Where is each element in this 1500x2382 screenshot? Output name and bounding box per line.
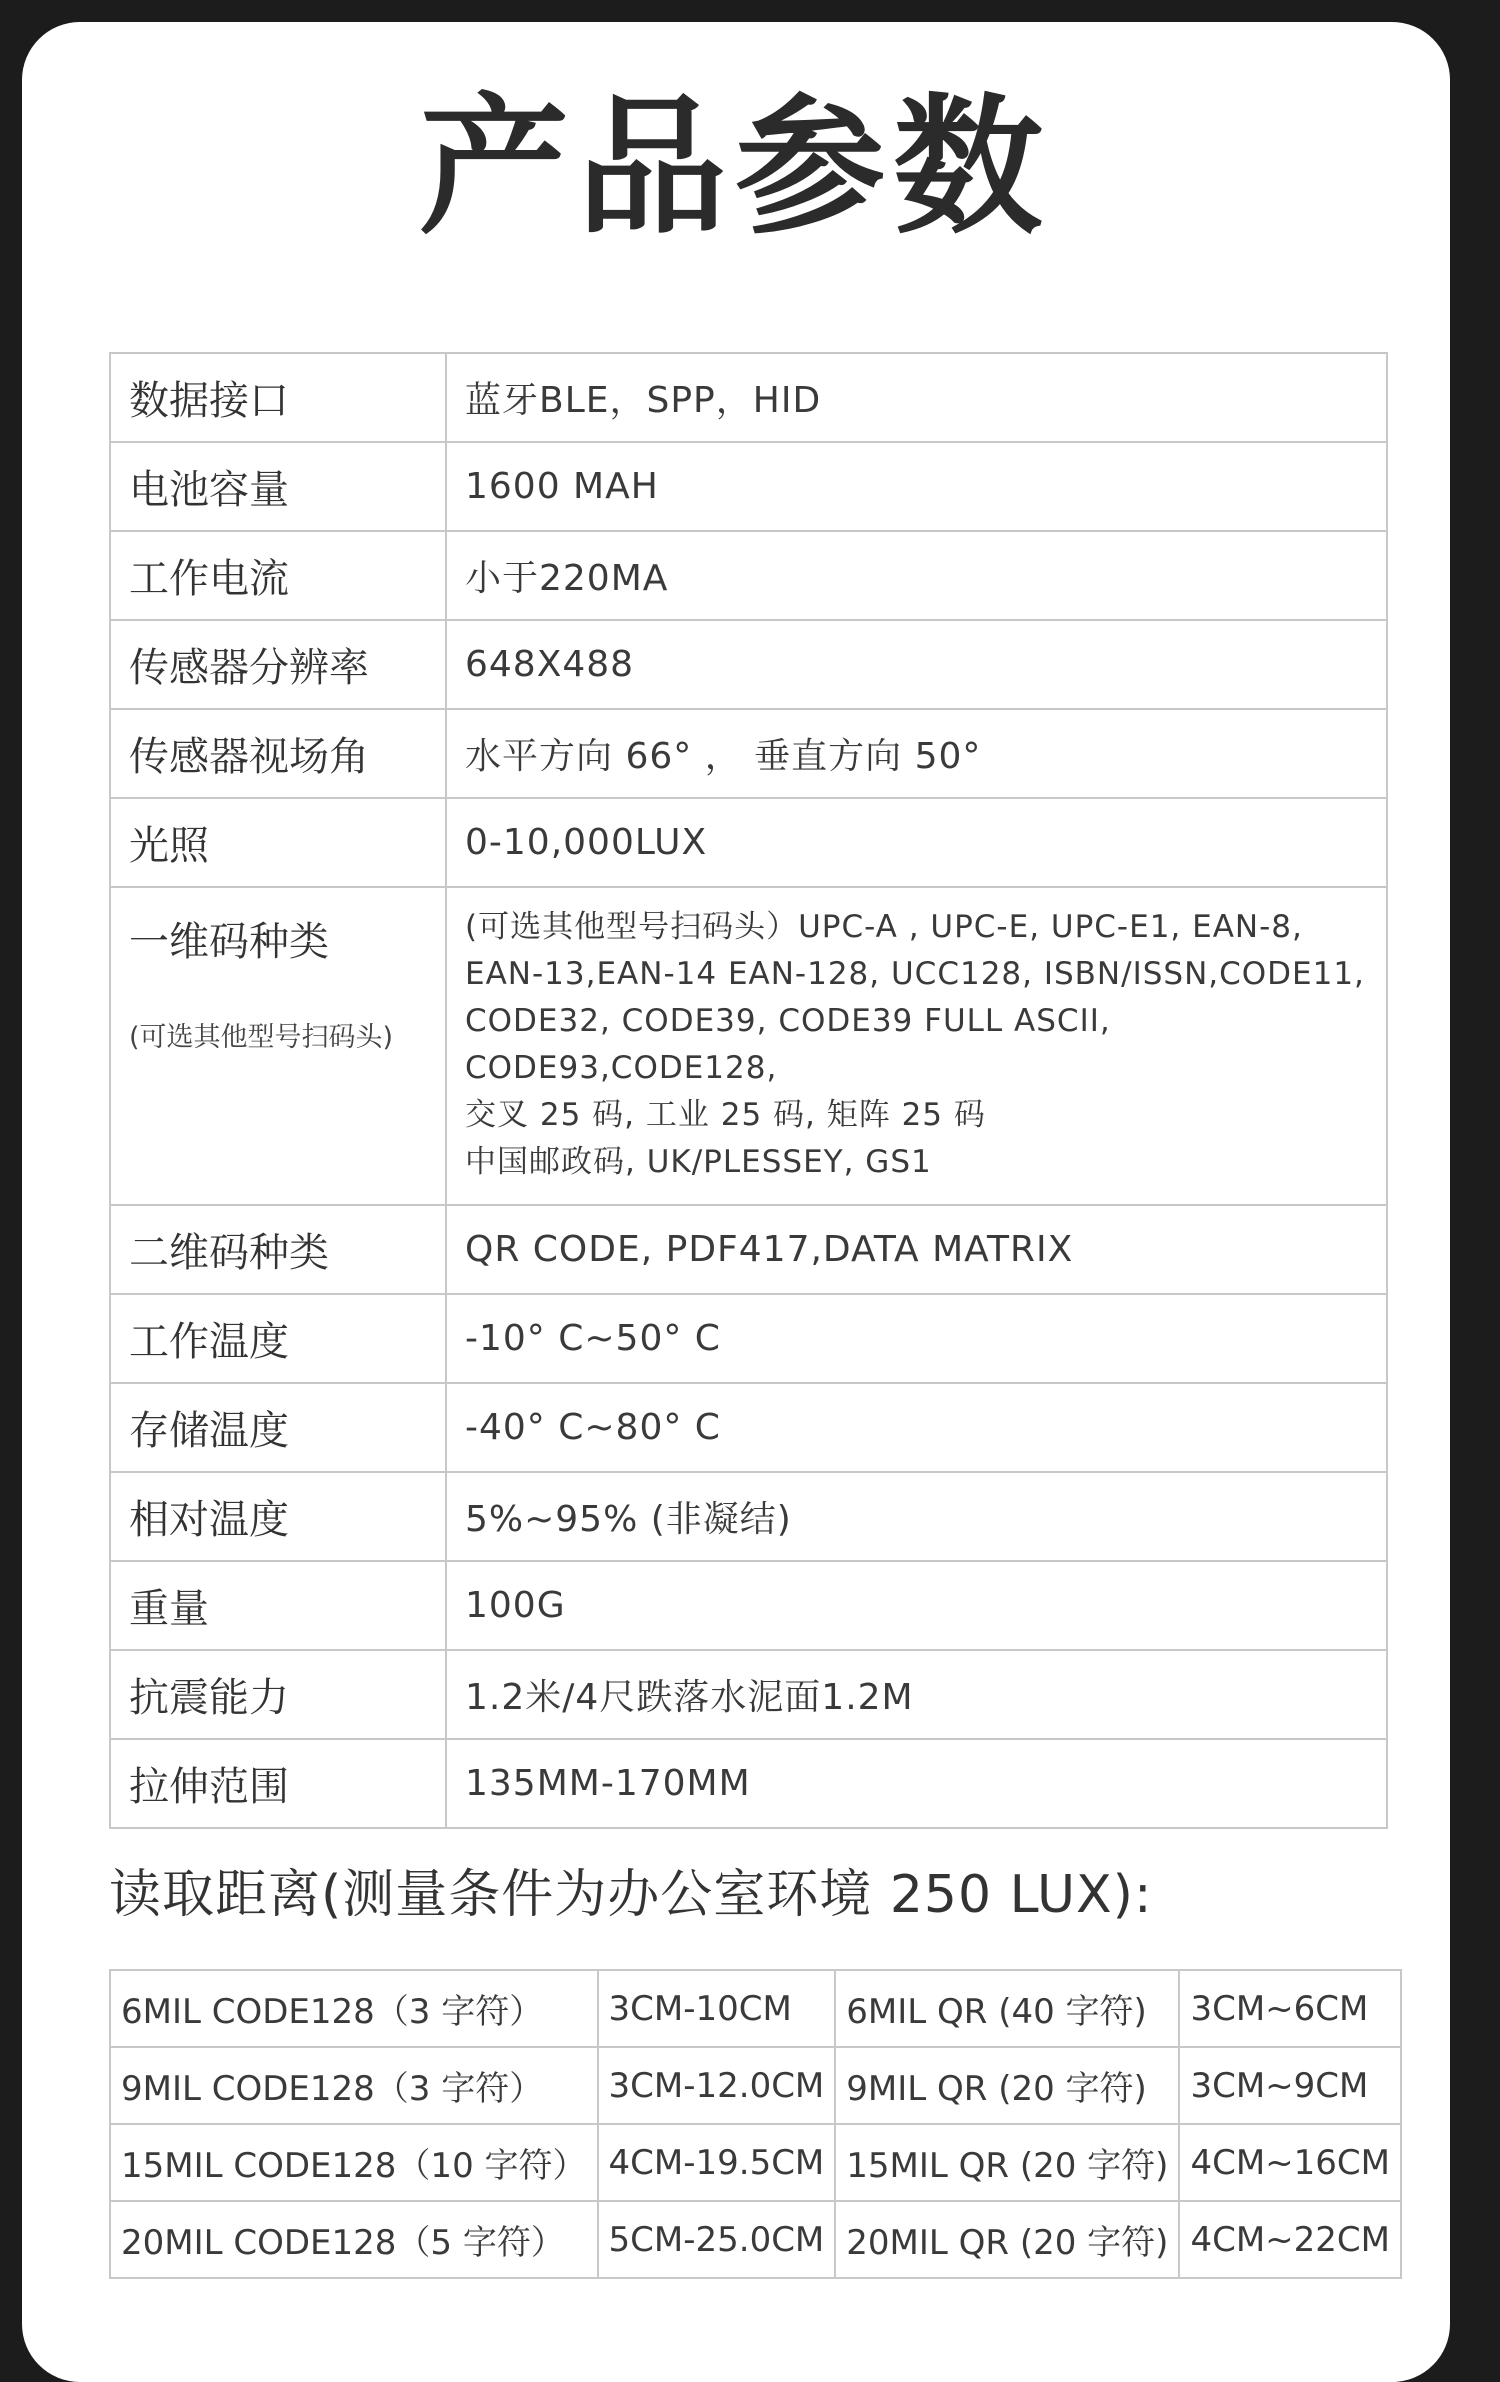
table-row [110, 2124, 1401, 2201]
qr-size-cell: 15MIL QR (20 字符) [835, 2124, 1179, 2201]
table-row [110, 2201, 1401, 2278]
barcode-size-cell: 6MIL CODE128（3 字符） [110, 1970, 598, 2047]
table-row [110, 1561, 1387, 1650]
spec-key: 光照 [110, 798, 446, 887]
spec-value: 648X488 [446, 620, 1387, 709]
spec-value: QR CODE, PDF417,DATA MATRIX [446, 1205, 1387, 1294]
barcode-list-cell [446, 887, 1387, 1205]
qr-range-cell: 4CM~16CM [1179, 2124, 1401, 2201]
reading-distance-table [109, 1969, 1402, 2279]
barcode-range-cell: 5CM-25.0CM [598, 2201, 836, 2278]
table-row [110, 531, 1387, 620]
spec-value: 5%~95% (非凝结) [446, 1472, 1387, 1561]
table-row [110, 1472, 1387, 1561]
page-title: 产品参数 [418, 81, 1051, 255]
spec-key-cell [110, 887, 446, 1205]
spec-table [109, 352, 1388, 1829]
barcode-line: CODE32, CODE39, CODE39 FULL ASCII, CODE93,CODE128, [465, 1003, 1111, 1086]
barcode-size-cell: 15MIL CODE128（10 字符） [110, 2124, 598, 2201]
qr-size-cell: 20MIL QR (20 字符) [835, 2201, 1179, 2278]
barcode-line: 中国邮政码, UK/PLESSEY, GS1 [465, 1144, 932, 1180]
spec-key: 电池容量 [110, 442, 446, 531]
spec-value: 蓝牙BLE，SPP，HID [446, 353, 1387, 442]
barcode-line: 交叉 25 码, 工业 25 码, 矩阵 25 码 [465, 1097, 986, 1133]
table-row [110, 1650, 1387, 1739]
spec-value: 135MM-170MM [446, 1739, 1387, 1828]
table-row [110, 1205, 1387, 1294]
spec-key: 抗震能力 [110, 1650, 446, 1739]
spec-key: 工作温度 [110, 1294, 446, 1383]
barcode-range-cell: 4CM-19.5CM [598, 2124, 836, 2201]
table-row [110, 1739, 1387, 1828]
spec-value: -10° C~50° C [446, 1294, 1387, 1383]
qr-range-cell: 4CM~22CM [1179, 2201, 1401, 2278]
table-row [110, 709, 1387, 798]
spec-key-note: (可选其他型号扫码头) [129, 1022, 394, 1053]
spec-key: 传感器分辨率 [110, 620, 446, 709]
barcode-size-cell: 20MIL CODE128（5 字符） [110, 2201, 598, 2278]
reading-distance-heading: 读取距离(测量条件为办公室环境 250 LUX): [109, 1865, 1153, 1925]
spec-value: 小于220MA [446, 531, 1387, 620]
barcode-line: (可选其他型号扫码头）UPC-A , UPC-E, UPC-E1, EAN-8, [465, 909, 1303, 945]
table-row [110, 620, 1387, 709]
spec-key: 传感器视场角 [110, 709, 446, 798]
barcode-size-cell: 9MIL CODE128（3 字符） [110, 2047, 598, 2124]
barcode-range-cell: 3CM-12.0CM [598, 2047, 836, 2124]
table-row [110, 1383, 1387, 1472]
spec-value: 100G [446, 1561, 1387, 1650]
table-row [110, 1294, 1387, 1383]
spec-value: 0-10,000LUX [446, 798, 1387, 887]
spec-value: 水平方向 66° ， 垂直方向 50° [446, 709, 1387, 798]
qr-size-cell: 6MIL QR (40 字符) [835, 1970, 1179, 2047]
qr-size-cell: 9MIL QR (20 字符) [835, 2047, 1179, 2124]
table-row [110, 887, 1387, 1205]
qr-range-cell: 3CM~6CM [1179, 1970, 1401, 2047]
spec-key: 重量 [110, 1561, 446, 1650]
spec-value: 1600 MAH [446, 442, 1387, 531]
table-row [110, 2047, 1401, 2124]
table-row [110, 1970, 1401, 2047]
barcode-range-cell: 3CM-10CM [598, 1970, 836, 2047]
spec-key: 相对温度 [110, 1472, 446, 1561]
table-row [110, 353, 1387, 442]
barcode-line: EAN-13,EAN-14 EAN-128, UCC128, ISBN/ISSN,CODE11, [465, 956, 1365, 992]
spec-value: -40° C~80° C [446, 1383, 1387, 1472]
spec-key: 工作电流 [110, 531, 446, 620]
spec-key: 二维码种类 [110, 1205, 446, 1294]
spec-key: 数据接口 [110, 353, 446, 442]
spec-key: 一维码种类 [129, 919, 329, 965]
spec-key: 拉伸范围 [110, 1739, 446, 1828]
spec-value: 1.2米/4尺跌落水泥面1.2M [446, 1650, 1387, 1739]
qr-range-cell: 3CM~9CM [1179, 2047, 1401, 2124]
table-row [110, 798, 1387, 887]
spec-key: 存储温度 [110, 1383, 446, 1472]
table-row [110, 442, 1387, 531]
